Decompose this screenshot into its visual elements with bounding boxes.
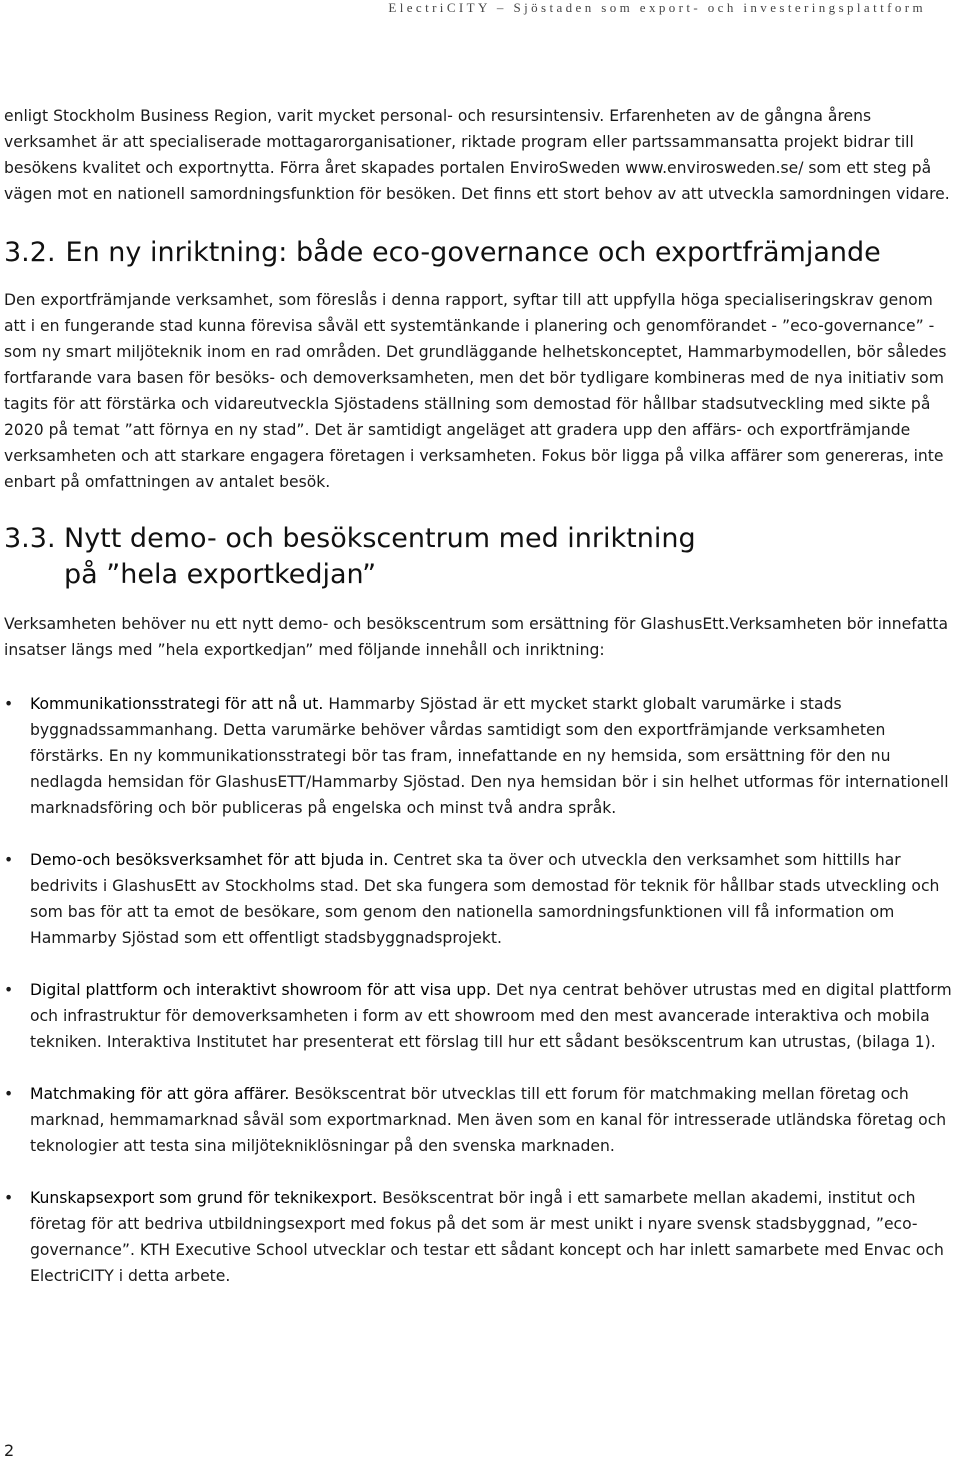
page-number: 2 bbox=[4, 1441, 15, 1460]
intro-paragraph: enligt Stockholm Business Region, varit mycket personal- och resursintensiv. Erfarenheten av de gångna årens verksamhet är att specialiserade mottagarorganisationer, riktade program eller partssammansatta projekt bidrar till besökens kvalitet och exportnytta. Förra året skapades portalen EnviroSweden www.envirosweden.se/ som ett steg på vägen mot en nationell samordningsfunktion för besöken. Det finns ett stort behov av att utveckla samordningen vidare. bbox=[4, 107, 950, 203]
list-item bbox=[4, 1081, 956, 1159]
section-3-3-body: Verksamheten behöver nu ett nytt demo- och besökscentrum som ersättning för GlashusEtt.Verksamheten bör innefatta insatser längs med ”hela exportkedjan” med följande innehåll och inriktning: bbox=[4, 615, 949, 659]
section-title-line2: på ”hela exportkedjan” bbox=[64, 559, 377, 590]
bullet-lead: Matchmaking för att göra affärer. bbox=[30, 1085, 290, 1103]
section-number: 3.3. bbox=[4, 523, 56, 554]
section-title: En ny inriktning: både eco-governance och exportfrämjande bbox=[65, 237, 881, 268]
list-item bbox=[4, 691, 956, 821]
bullet-text: Besökscentrat bör utvecklas till ett forum för matchmaking mellan företag och marknad, hemmamarknad såväl som exportmarknad. Men även som en kanal för intresserade utländska företag och teknologier att testa sina miljötekniklösningar på den svenska marknaden. bbox=[30, 1085, 947, 1155]
section-heading-3-2 bbox=[4, 235, 956, 271]
bullet-lead: Demo-och besöksverksamhet för att bjuda in. bbox=[30, 851, 389, 869]
bullet-text: Det nya centrat behöver utrustas med en digital plattform och infrastruktur för demoverksamheten i form av ett showroom med den mest avancerade interaktiva och mobila tekniken. Interaktiva Institutet har presenterat ett förslag till hur ett sådant besökscentrum kan utrustas, (bilaga 1). bbox=[30, 981, 952, 1051]
page-content bbox=[4, 103, 956, 1315]
list-item bbox=[4, 1185, 956, 1289]
bullet-icon: • bbox=[4, 695, 14, 713]
bullet-text: Besökscentrat bör ingå i ett samarbete mellan akademi, institut och företag för att bedriva utbildningsexport med fokus på det som är mest unikt i nyare svensk stadsbyggnad, ”eco-governance”. KTH Executive School utvecklar och testar ett sådant koncept och har inlett samarbete med Envac och ElectriCITY i detta arbete. bbox=[30, 1189, 944, 1285]
section-title-line1: Nytt demo- och besökscentrum med inriktning bbox=[64, 523, 696, 554]
bullet-text: Centret ska ta över och utveckla den verksamhet som hittills har bedrivits i GlashusEtt av Stockholms stad. Det ska fungera som demostad för teknik för hållbar stads utveckling och som bas för att ta emot de besökare, som genom den nationella samordningsfunktionen vill få information om Hammarby Sjöstad som ett offentligt stadsbyggnadsprojekt. bbox=[30, 851, 940, 947]
section-heading-3-3 bbox=[4, 521, 956, 593]
bullet-list bbox=[4, 691, 956, 1289]
bullet-icon: • bbox=[4, 1085, 14, 1103]
bullet-icon: • bbox=[4, 1189, 14, 1207]
running-header: ElectriCITY – Sjöstaden som export- och investeringsplattform bbox=[388, 0, 926, 15]
bullet-icon: • bbox=[4, 981, 14, 999]
bullet-icon: • bbox=[4, 851, 14, 869]
bullet-lead: Kommunikationsstrategi för att nå ut. bbox=[30, 695, 324, 713]
bullet-lead: Digital plattform och interaktivt showroom för att visa upp. bbox=[30, 981, 492, 999]
list-item bbox=[4, 977, 956, 1055]
list-item bbox=[4, 847, 956, 951]
section-number: 3.2. bbox=[4, 237, 56, 268]
section-3-2-body: Den exportfrämjande verksamhet, som föreslås i denna rapport, syftar till att uppfylla höga specialiseringskrav genom att i en fungerande stad kunna förevisa såväl ett systemtänkande i planering och genomförandet - ”eco-governance” - som ny smart miljöteknik inom en rad områden. Det grundläggande helhetskonceptet, Hammarbymodellen, bör således fortfarande vara basen för besöks- och demoverksamheten, men det bör tydligare kombineras med de nya initiativ som tagits för att förstärka och vidareutveckla Sjöstadens ställning som demostad för hållbar stadsutveckling med sikte på 2020 på temat ”att förnya en ny stad”. Det är samtidigt angeläget att gradera upp den affärs- och exportfrämjande verksamheten och att starkare engagera företagen i verksamheten. Fokus bör ligga på vilka affärer som genereras, inte enbart på omfattningen av antalet besök. bbox=[4, 291, 947, 491]
bullet-lead: Kunskapsexport som grund för teknikexport. bbox=[30, 1189, 378, 1207]
bullet-text: Hammarby Sjöstad är ett mycket starkt globalt varumärke i stads byggnadssammanhang. Detta varumärke behöver vårdas samtidigt som den exportfrämjande verksamheten förstärks. En ny kommunikationsstrategi bör tas fram, innefattande en ny hemsida, som ersättning för den nu nedlagda hemsidan för GlashusETT/Hammarby Sjöstad. Den nya hemsidan bör i sin helhet utformas för internationell marknadsföring och bör publiceras på engelska och minst två andra språk. bbox=[30, 695, 949, 817]
